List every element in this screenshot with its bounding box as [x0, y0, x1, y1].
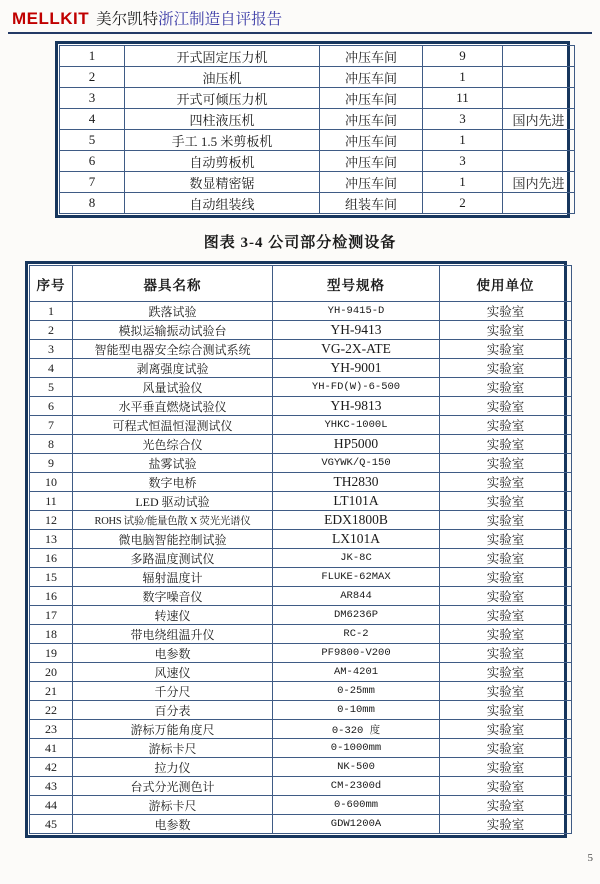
device-name-cell: 自动组装线	[125, 193, 320, 214]
seq-cell: 6	[30, 397, 73, 416]
device-name-cell: 手工 1.5 米剪板机	[125, 130, 320, 151]
unit-cell: 实验室	[440, 682, 572, 701]
note-cell	[503, 151, 575, 172]
detection-row	[30, 302, 572, 321]
model-cell: EDX1800B	[273, 511, 440, 530]
device-name-cell: 数显精密锯	[125, 172, 320, 193]
note-cell	[503, 46, 575, 67]
unit-cell: 实验室	[440, 397, 572, 416]
unit-cell: 实验室	[440, 625, 572, 644]
instrument-name-cell: 辐射温度计	[73, 568, 273, 587]
instrument-name-cell: 盐雾试验	[73, 454, 273, 473]
unit-cell: 实验室	[440, 530, 572, 549]
model-cell: 0-320 度	[273, 720, 440, 739]
model-cell: LX101A	[273, 530, 440, 549]
model-cell: YH-FD(W)-6-500	[273, 378, 440, 397]
detection-row	[30, 663, 572, 682]
equipment-row	[60, 67, 575, 88]
instrument-name-cell: 数字电桥	[73, 473, 273, 492]
seq-cell: 4	[60, 109, 125, 130]
seq-cell: 10	[30, 473, 73, 492]
seq-cell: 43	[30, 777, 73, 796]
model-cell: 0-25mm	[273, 682, 440, 701]
instrument-name-cell: 游标卡尺	[73, 739, 273, 758]
detection-row	[30, 321, 572, 340]
detection-row	[30, 682, 572, 701]
header-title-blue: 浙江制造自评报告	[158, 11, 283, 28]
instrument-name-cell: 水平垂直燃烧试验仪	[73, 397, 273, 416]
model-cell: LT101A	[273, 492, 440, 511]
instrument-name-cell: 跌落试验	[73, 302, 273, 321]
model-cell: HP5000	[273, 435, 440, 454]
header-model-spec: 型号规格	[273, 266, 440, 302]
unit-cell: 实验室	[440, 359, 572, 378]
instrument-name-cell: 千分尺	[73, 682, 273, 701]
unit-cell: 实验室	[440, 720, 572, 739]
instrument-name-cell: 微电脑智能控制试验	[73, 530, 273, 549]
unit-cell: 实验室	[440, 777, 572, 796]
model-cell: YH-9415-D	[273, 302, 440, 321]
unit-cell: 实验室	[440, 663, 572, 682]
unit-cell: 实验室	[440, 302, 572, 321]
instrument-name-cell: 多路温度测试仪	[73, 549, 273, 568]
model-cell: JK-8C	[273, 549, 440, 568]
header-seq: 序号	[30, 266, 73, 302]
unit-cell: 实验室	[440, 739, 572, 758]
unit-cell: 实验室	[440, 701, 572, 720]
document-header	[8, 0, 592, 34]
unit-cell: 实验室	[440, 644, 572, 663]
detection-row	[30, 815, 572, 834]
detection-row	[30, 416, 572, 435]
unit-cell: 实验室	[440, 340, 572, 359]
detection-row	[30, 720, 572, 739]
detection-row	[30, 359, 572, 378]
header-instrument-name: 器具名称	[73, 266, 273, 302]
seq-cell: 3	[60, 88, 125, 109]
qty-cell: 11	[423, 88, 503, 109]
unit-cell: 实验室	[440, 378, 572, 397]
seq-cell: 11	[30, 492, 73, 511]
model-cell: GDW1200A	[273, 815, 440, 834]
equipment-table	[55, 41, 570, 218]
instrument-name-cell: 智能型电器安全综合测试系统	[73, 340, 273, 359]
instrument-name-cell: 电参数	[73, 815, 273, 834]
detection-row	[30, 378, 572, 397]
seq-cell: 21	[30, 682, 73, 701]
seq-cell: 17	[30, 606, 73, 625]
instrument-name-cell: 风速仪	[73, 663, 273, 682]
unit-cell: 实验室	[440, 587, 572, 606]
note-cell	[503, 67, 575, 88]
unit-cell: 实验室	[440, 416, 572, 435]
qty-cell: 1	[423, 130, 503, 151]
unit-cell: 实验室	[440, 511, 572, 530]
detection-row	[30, 397, 572, 416]
seq-cell: 12	[30, 511, 73, 530]
seq-cell: 41	[30, 739, 73, 758]
instrument-name-cell: 转速仪	[73, 606, 273, 625]
equipment-row	[60, 151, 575, 172]
unit-cell: 实验室	[440, 454, 572, 473]
seq-cell: 6	[60, 151, 125, 172]
seq-cell: 7	[30, 416, 73, 435]
brand-logo: MELLKIT	[12, 9, 90, 28]
detection-row	[30, 473, 572, 492]
model-cell: 0-600mm	[273, 796, 440, 815]
device-name-cell: 四柱液压机	[125, 109, 320, 130]
instrument-name-cell: 台式分光测色计	[73, 777, 273, 796]
seq-cell: 16	[30, 587, 73, 606]
detection-row	[30, 644, 572, 663]
workshop-cell: 冲压车间	[320, 88, 423, 109]
note-cell: 国内先进	[503, 172, 575, 193]
seq-cell: 20	[30, 663, 73, 682]
note-cell	[503, 130, 575, 151]
instrument-name-cell: 风量试验仪	[73, 378, 273, 397]
note-cell: 国内先进	[503, 109, 575, 130]
detection-table-header-row	[30, 266, 572, 302]
model-cell: YH-9813	[273, 397, 440, 416]
detection-row	[30, 435, 572, 454]
model-cell: AM-4201	[273, 663, 440, 682]
detection-row	[30, 492, 572, 511]
seq-cell: 45	[30, 815, 73, 834]
detection-row	[30, 530, 572, 549]
model-cell: 0-1000mm	[273, 739, 440, 758]
detection-row	[30, 758, 572, 777]
header-using-unit: 使用单位	[440, 266, 572, 302]
seq-cell: 19	[30, 644, 73, 663]
instrument-name-cell: 电参数	[73, 644, 273, 663]
instrument-name-cell: 可程式恒温恒湿测试仪	[73, 416, 273, 435]
equipment-row	[60, 130, 575, 151]
device-name-cell: 自动剪板机	[125, 151, 320, 172]
seq-cell: 9	[30, 454, 73, 473]
workshop-cell: 冲压车间	[320, 130, 423, 151]
unit-cell: 实验室	[440, 549, 572, 568]
seq-cell: 3	[30, 340, 73, 359]
detection-table	[25, 261, 567, 838]
seq-cell: 8	[60, 193, 125, 214]
seq-cell: 1	[30, 302, 73, 321]
unit-cell: 实验室	[440, 321, 572, 340]
unit-cell: 实验室	[440, 492, 572, 511]
model-cell: YH-9413	[273, 321, 440, 340]
workshop-cell: 组装车间	[320, 193, 423, 214]
unit-cell: 实验室	[440, 796, 572, 815]
unit-cell: 实验室	[440, 606, 572, 625]
seq-cell: 4	[30, 359, 73, 378]
qty-cell: 3	[423, 151, 503, 172]
instrument-name-cell: ROHS 试验/能量色散 X 荧光光谱仪	[73, 511, 273, 530]
detection-row	[30, 625, 572, 644]
seq-cell: 1	[60, 46, 125, 67]
qty-cell: 1	[423, 67, 503, 88]
seq-cell: 23	[30, 720, 73, 739]
note-cell	[503, 88, 575, 109]
instrument-name-cell: 百分表	[73, 701, 273, 720]
detection-row	[30, 549, 572, 568]
unit-cell: 实验室	[440, 758, 572, 777]
instrument-name-cell: 拉力仪	[73, 758, 273, 777]
seq-cell: 42	[30, 758, 73, 777]
model-cell: VG-2X-ATE	[273, 340, 440, 359]
unit-cell: 实验室	[440, 568, 572, 587]
instrument-name-cell: 游标卡尺	[73, 796, 273, 815]
page-number: 5	[587, 852, 593, 864]
detection-row	[30, 511, 572, 530]
instrument-name-cell: 模拟运输振动试验台	[73, 321, 273, 340]
model-cell: NK-500	[273, 758, 440, 777]
detection-row	[30, 454, 572, 473]
table-caption: 图表 3-4 公司部分检测设备	[203, 235, 397, 251]
model-cell: 0-10mm	[273, 701, 440, 720]
header-title-black: 美尔凯特	[96, 11, 159, 28]
workshop-cell: 冲压车间	[320, 151, 423, 172]
model-cell: YH-9001	[273, 359, 440, 378]
detection-row	[30, 739, 572, 758]
model-cell: PF9800-V200	[273, 644, 440, 663]
model-cell: CM-2300d	[273, 777, 440, 796]
note-cell	[503, 193, 575, 214]
seq-cell: 7	[60, 172, 125, 193]
seq-cell: 5	[60, 130, 125, 151]
device-name-cell: 开式固定压力机	[125, 46, 320, 67]
qty-cell: 3	[423, 109, 503, 130]
detection-row	[30, 606, 572, 625]
instrument-name-cell: LED 驱动试验	[73, 492, 273, 511]
seq-cell: 13	[30, 530, 73, 549]
instrument-name-cell: 数字噪音仪	[73, 587, 273, 606]
model-cell: VGYWK/Q-150	[273, 454, 440, 473]
equipment-row	[60, 172, 575, 193]
model-cell: FLUKE-62MAX	[273, 568, 440, 587]
equipment-row	[60, 46, 575, 67]
qty-cell: 2	[423, 193, 503, 214]
workshop-cell: 冲压车间	[320, 67, 423, 88]
workshop-cell: 冲压车间	[320, 172, 423, 193]
workshop-cell: 冲压车间	[320, 109, 423, 130]
equipment-row	[60, 88, 575, 109]
instrument-name-cell: 光色综合仪	[73, 435, 273, 454]
model-cell: TH2830	[273, 473, 440, 492]
seq-cell: 22	[30, 701, 73, 720]
seq-cell: 5	[30, 378, 73, 397]
seq-cell: 2	[60, 67, 125, 88]
detection-row	[30, 777, 572, 796]
detection-row	[30, 587, 572, 606]
instrument-name-cell: 剥离强度试验	[73, 359, 273, 378]
model-cell: DM6236P	[273, 606, 440, 625]
qty-cell: 9	[423, 46, 503, 67]
unit-cell: 实验室	[440, 435, 572, 454]
model-cell: YHKC-1000L	[273, 416, 440, 435]
unit-cell: 实验室	[440, 815, 572, 834]
seq-cell: 8	[30, 435, 73, 454]
instrument-name-cell: 带电绕组温升仪	[73, 625, 273, 644]
detection-row	[30, 568, 572, 587]
seq-cell: 2	[30, 321, 73, 340]
seq-cell: 16	[30, 549, 73, 568]
seq-cell: 15	[30, 568, 73, 587]
detection-row	[30, 796, 572, 815]
seq-cell: 18	[30, 625, 73, 644]
workshop-cell: 冲压车间	[320, 46, 423, 67]
detection-row	[30, 701, 572, 720]
instrument-name-cell: 游标万能角度尺	[73, 720, 273, 739]
qty-cell: 1	[423, 172, 503, 193]
device-name-cell: 油压机	[125, 67, 320, 88]
unit-cell: 实验室	[440, 473, 572, 492]
model-cell: AR844	[273, 587, 440, 606]
equipment-row	[60, 193, 575, 214]
seq-cell: 44	[30, 796, 73, 815]
device-name-cell: 开式可倾压力机	[125, 88, 320, 109]
detection-row	[30, 340, 572, 359]
model-cell: RC-2	[273, 625, 440, 644]
equipment-row	[60, 109, 575, 130]
